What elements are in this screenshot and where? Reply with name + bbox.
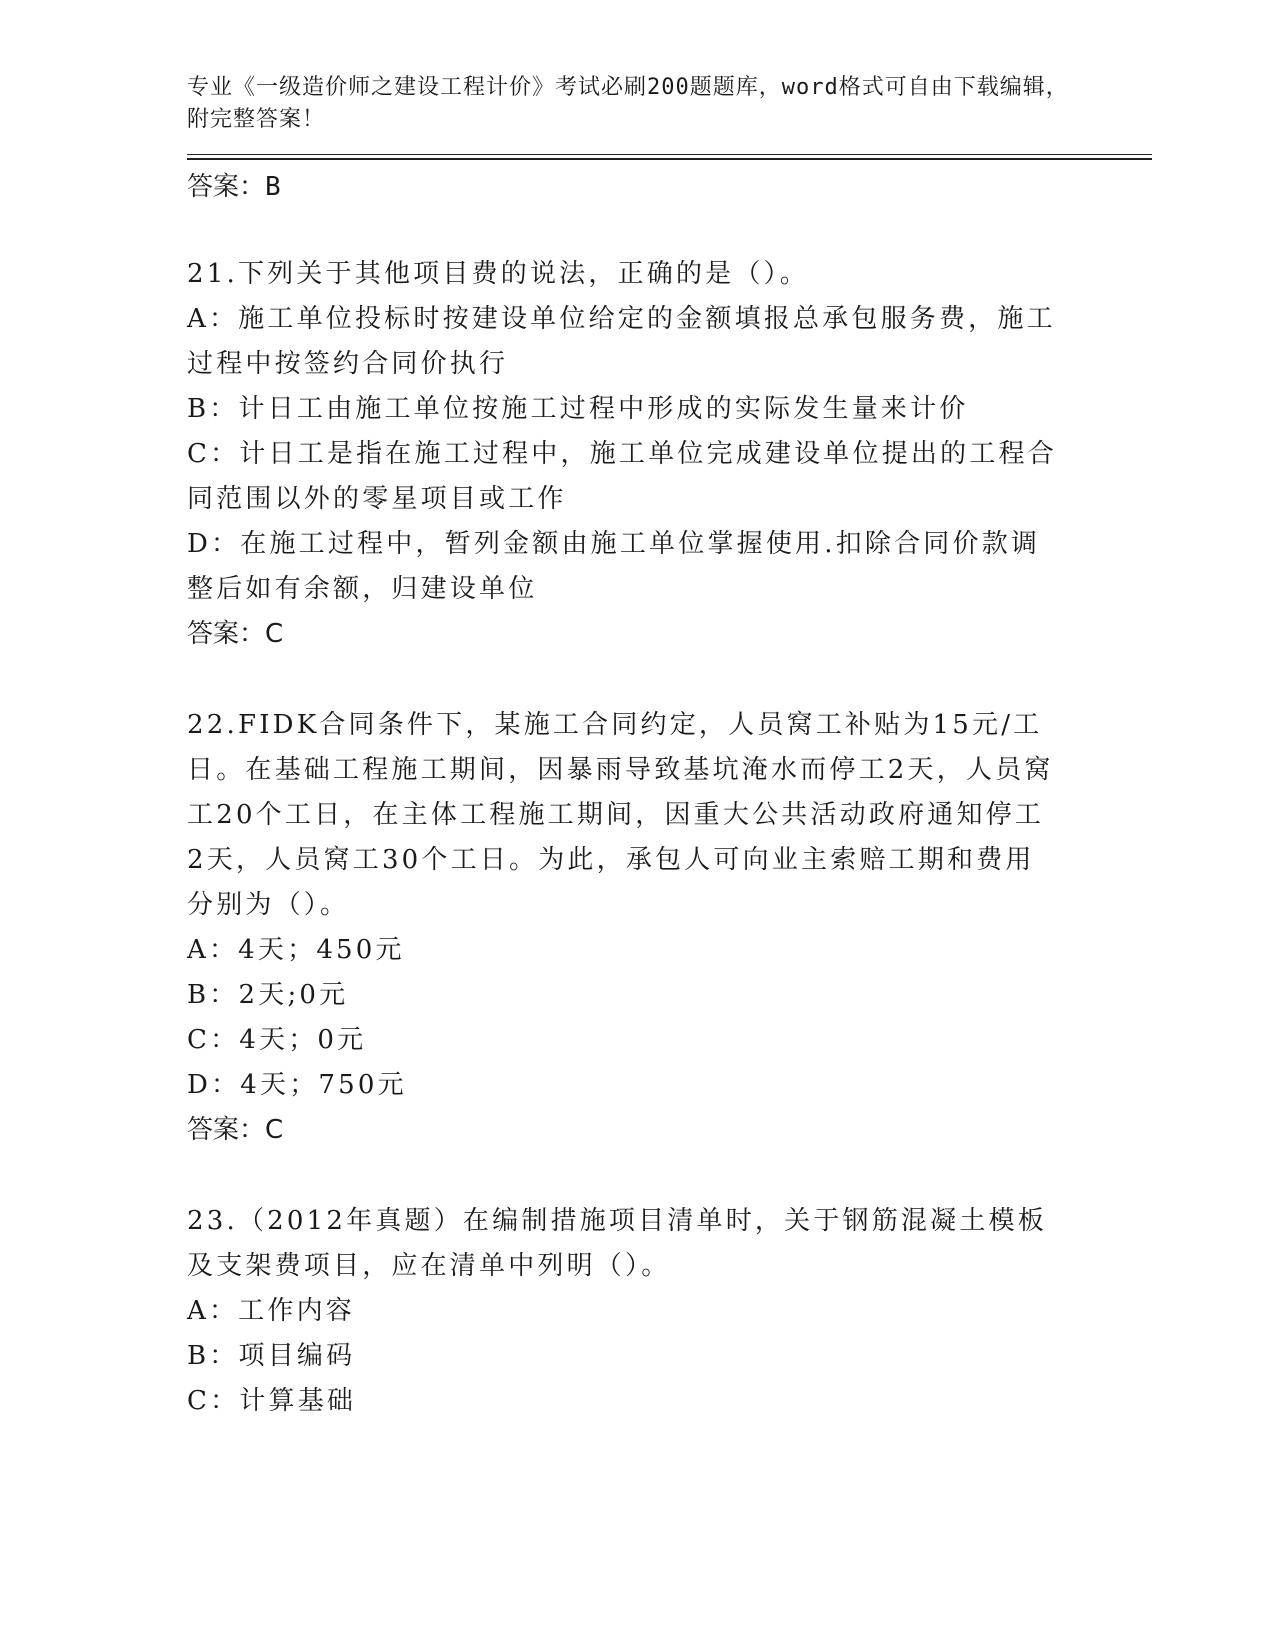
answer-value: C <box>265 1115 284 1145</box>
question-22 <box>187 703 1147 1153</box>
option-d: D：在施工过程中，暂列金额由施工单位掌握使用.扣除合同价款调整后如有余额，归建设单位 <box>187 529 1041 604</box>
option-a: A：工作内容 <box>187 1296 355 1326</box>
option-b: B：项目编码 <box>187 1341 356 1371</box>
document-page <box>187 72 1147 1424</box>
option-a: A：施工单位投标时按建设单位给定的金额填报总承包服务费，施工过程中按签约合同价执行 <box>187 304 1056 379</box>
option-c: C：计算基础 <box>187 1386 357 1416</box>
answer-value: C <box>265 619 284 649</box>
question-answer <box>187 612 1147 657</box>
question-answer <box>187 1108 1147 1153</box>
header-divider-thick <box>187 158 1152 160</box>
answer-label: 答案： <box>187 172 266 202</box>
answer-value: B <box>265 172 281 202</box>
answer-label: 答案： <box>187 619 266 649</box>
question-stem: 22.FIDK合同条件下，某施工合同约定，人员窝工补贴为15元/工日。在基础工程施工期间，因暴雨导致基坑淹水而停工2天，人员窝工20个工日，在主体工程施工期间，因重大公共活动政府通知停工2天，人员窝工30个工日。为此，承包人可向业主索赔工期和费用分别为（）。 <box>187 710 1054 920</box>
option-c: C：计日工是指在施工过程中，施工单位完成建设单位提出的工程合同范围以外的零星项目或工作 <box>187 439 1057 514</box>
question-21 <box>187 252 1147 657</box>
answer-label: 答案： <box>187 1115 266 1145</box>
previous-answer <box>187 168 1147 206</box>
option-b: B：2天;0元 <box>187 980 349 1010</box>
header-divider <box>187 154 1152 160</box>
question-stem: 23.（2012年真题）在编制措施项目清单时，关于钢筋混凝土模板及支架费项目，应在清单中列明（）。 <box>187 1206 1047 1281</box>
option-b: B：计日工由施工单位按施工过程中形成的实际发生量来计价 <box>187 394 969 424</box>
document-header: 专业《一级造价师之建设工程计价》考试必刷200题题库，word格式可自由下载编辑，附完整答案！ <box>187 75 1069 132</box>
option-a: A：4天；450元 <box>187 935 405 965</box>
option-c: C：4天；0元 <box>187 1025 367 1055</box>
question-stem: 21.下列关于其他项目费的说法，正确的是（）。 <box>187 259 809 289</box>
question-23 <box>187 1199 1147 1424</box>
option-d: D：4天；750元 <box>187 1070 407 1100</box>
